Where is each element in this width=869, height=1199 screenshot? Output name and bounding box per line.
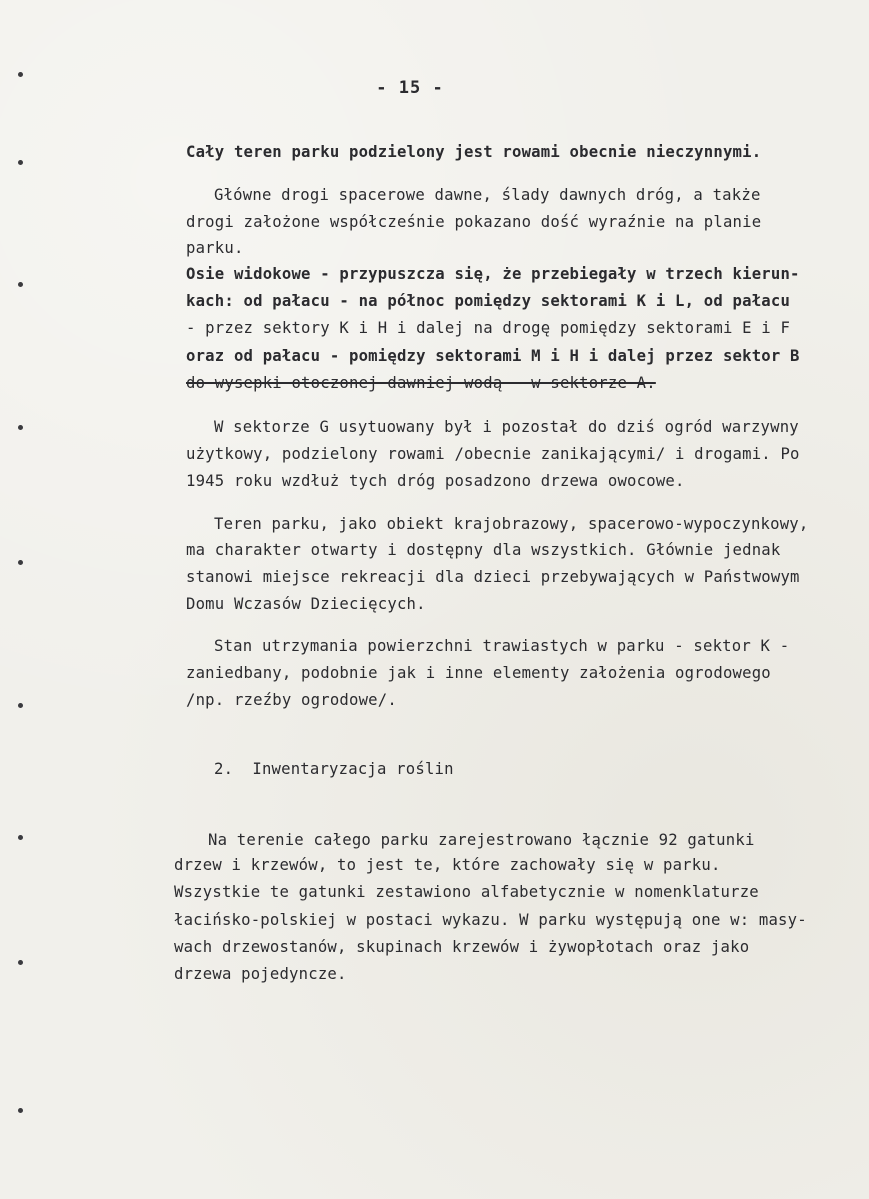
text-line: /np. rzeźby ogrodowe/. bbox=[186, 691, 397, 709]
text-line: łacińsko-polskiej w postaci wykazu. W parku występują one w: masy- bbox=[174, 911, 807, 929]
margin-binding-mark bbox=[18, 560, 23, 565]
text-line: Cały teren parku podzielony jest rowami obecnie nieczynnymi. bbox=[186, 143, 762, 161]
margin-binding-mark bbox=[18, 160, 23, 165]
text-line: 1945 roku wzdłuż tych dróg posadzono drzewa owocowe. bbox=[186, 472, 685, 490]
margin-binding-mark bbox=[18, 960, 23, 965]
text-line: zaniedbany, podobnie jak i inne elementy założenia ogrodowego bbox=[186, 664, 771, 682]
text-line: użytkowy, podzielony rowami /obecnie zanikającymi/ i drogami. Po bbox=[186, 445, 800, 463]
page-number: - 15 - bbox=[376, 78, 444, 98]
text-line: ma charakter otwarty i dostępny dla wszystkich. Głównie jednak bbox=[186, 541, 781, 559]
margin-binding-mark bbox=[18, 72, 23, 77]
text-line: drzew i krzewów, to jest te, które zachowały się w parku. bbox=[174, 856, 721, 874]
text-line: parku. bbox=[186, 239, 244, 257]
section-heading: 2. Inwentaryzacja roślin bbox=[214, 760, 454, 778]
margin-binding-mark bbox=[18, 1108, 23, 1113]
text-line: drzewa pojedyncze. bbox=[174, 965, 347, 983]
text-line: drogi założone współcześnie pokazano dość wyraźnie na planie bbox=[186, 213, 762, 231]
struck-through-line: do wysepki otoczonej dawniej wodą - w sektorze A. bbox=[186, 374, 656, 392]
margin-binding-mark bbox=[18, 282, 23, 287]
text-line: Na terenie całego parku zarejestrowano łącznie 92 gatunki bbox=[208, 831, 755, 849]
text-line: stanowi miejsce rekreacji dla dzieci przebywających w Państwowym bbox=[186, 568, 800, 586]
text-line: W sektorze G usytuowany był i pozostał do dziś ogród warzywny bbox=[214, 418, 799, 436]
text-line: - przez sektory K i H i dalej na drogę pomiędzy sektorami E i F bbox=[186, 319, 791, 337]
text-line: oraz od pałacu - pomiędzy sektorami M i H i dalej przez sektor B bbox=[186, 347, 800, 365]
text-line: Teren parku, jako obiekt krajobrazowy, spacerowo-wypoczynkowy, bbox=[214, 515, 809, 533]
margin-binding-mark bbox=[18, 425, 23, 430]
text-line: Domu Wczasów Dziecięcych. bbox=[186, 595, 426, 613]
margin-binding-mark bbox=[18, 835, 23, 840]
text-line: wach drzewostanów, skupinach krzewów i żywopłotach oraz jako bbox=[174, 938, 750, 956]
text-line: kach: od pałacu - na północ pomiędzy sektorami K i L, od pałacu bbox=[186, 292, 791, 310]
text-line: Wszystkie te gatunki zestawiono alfabetycznie w nomenklaturze bbox=[174, 883, 759, 901]
margin-binding-mark bbox=[18, 703, 23, 708]
text-line: Osie widokowe - przypuszcza się, że przebiegały w trzech kierun- bbox=[186, 265, 800, 283]
text-line: Stan utrzymania powierzchni trawiastych w parku - sektor K - bbox=[214, 637, 790, 655]
text-line: Główne drogi spacerowe dawne, ślady dawnych dróg, a także bbox=[214, 186, 761, 204]
